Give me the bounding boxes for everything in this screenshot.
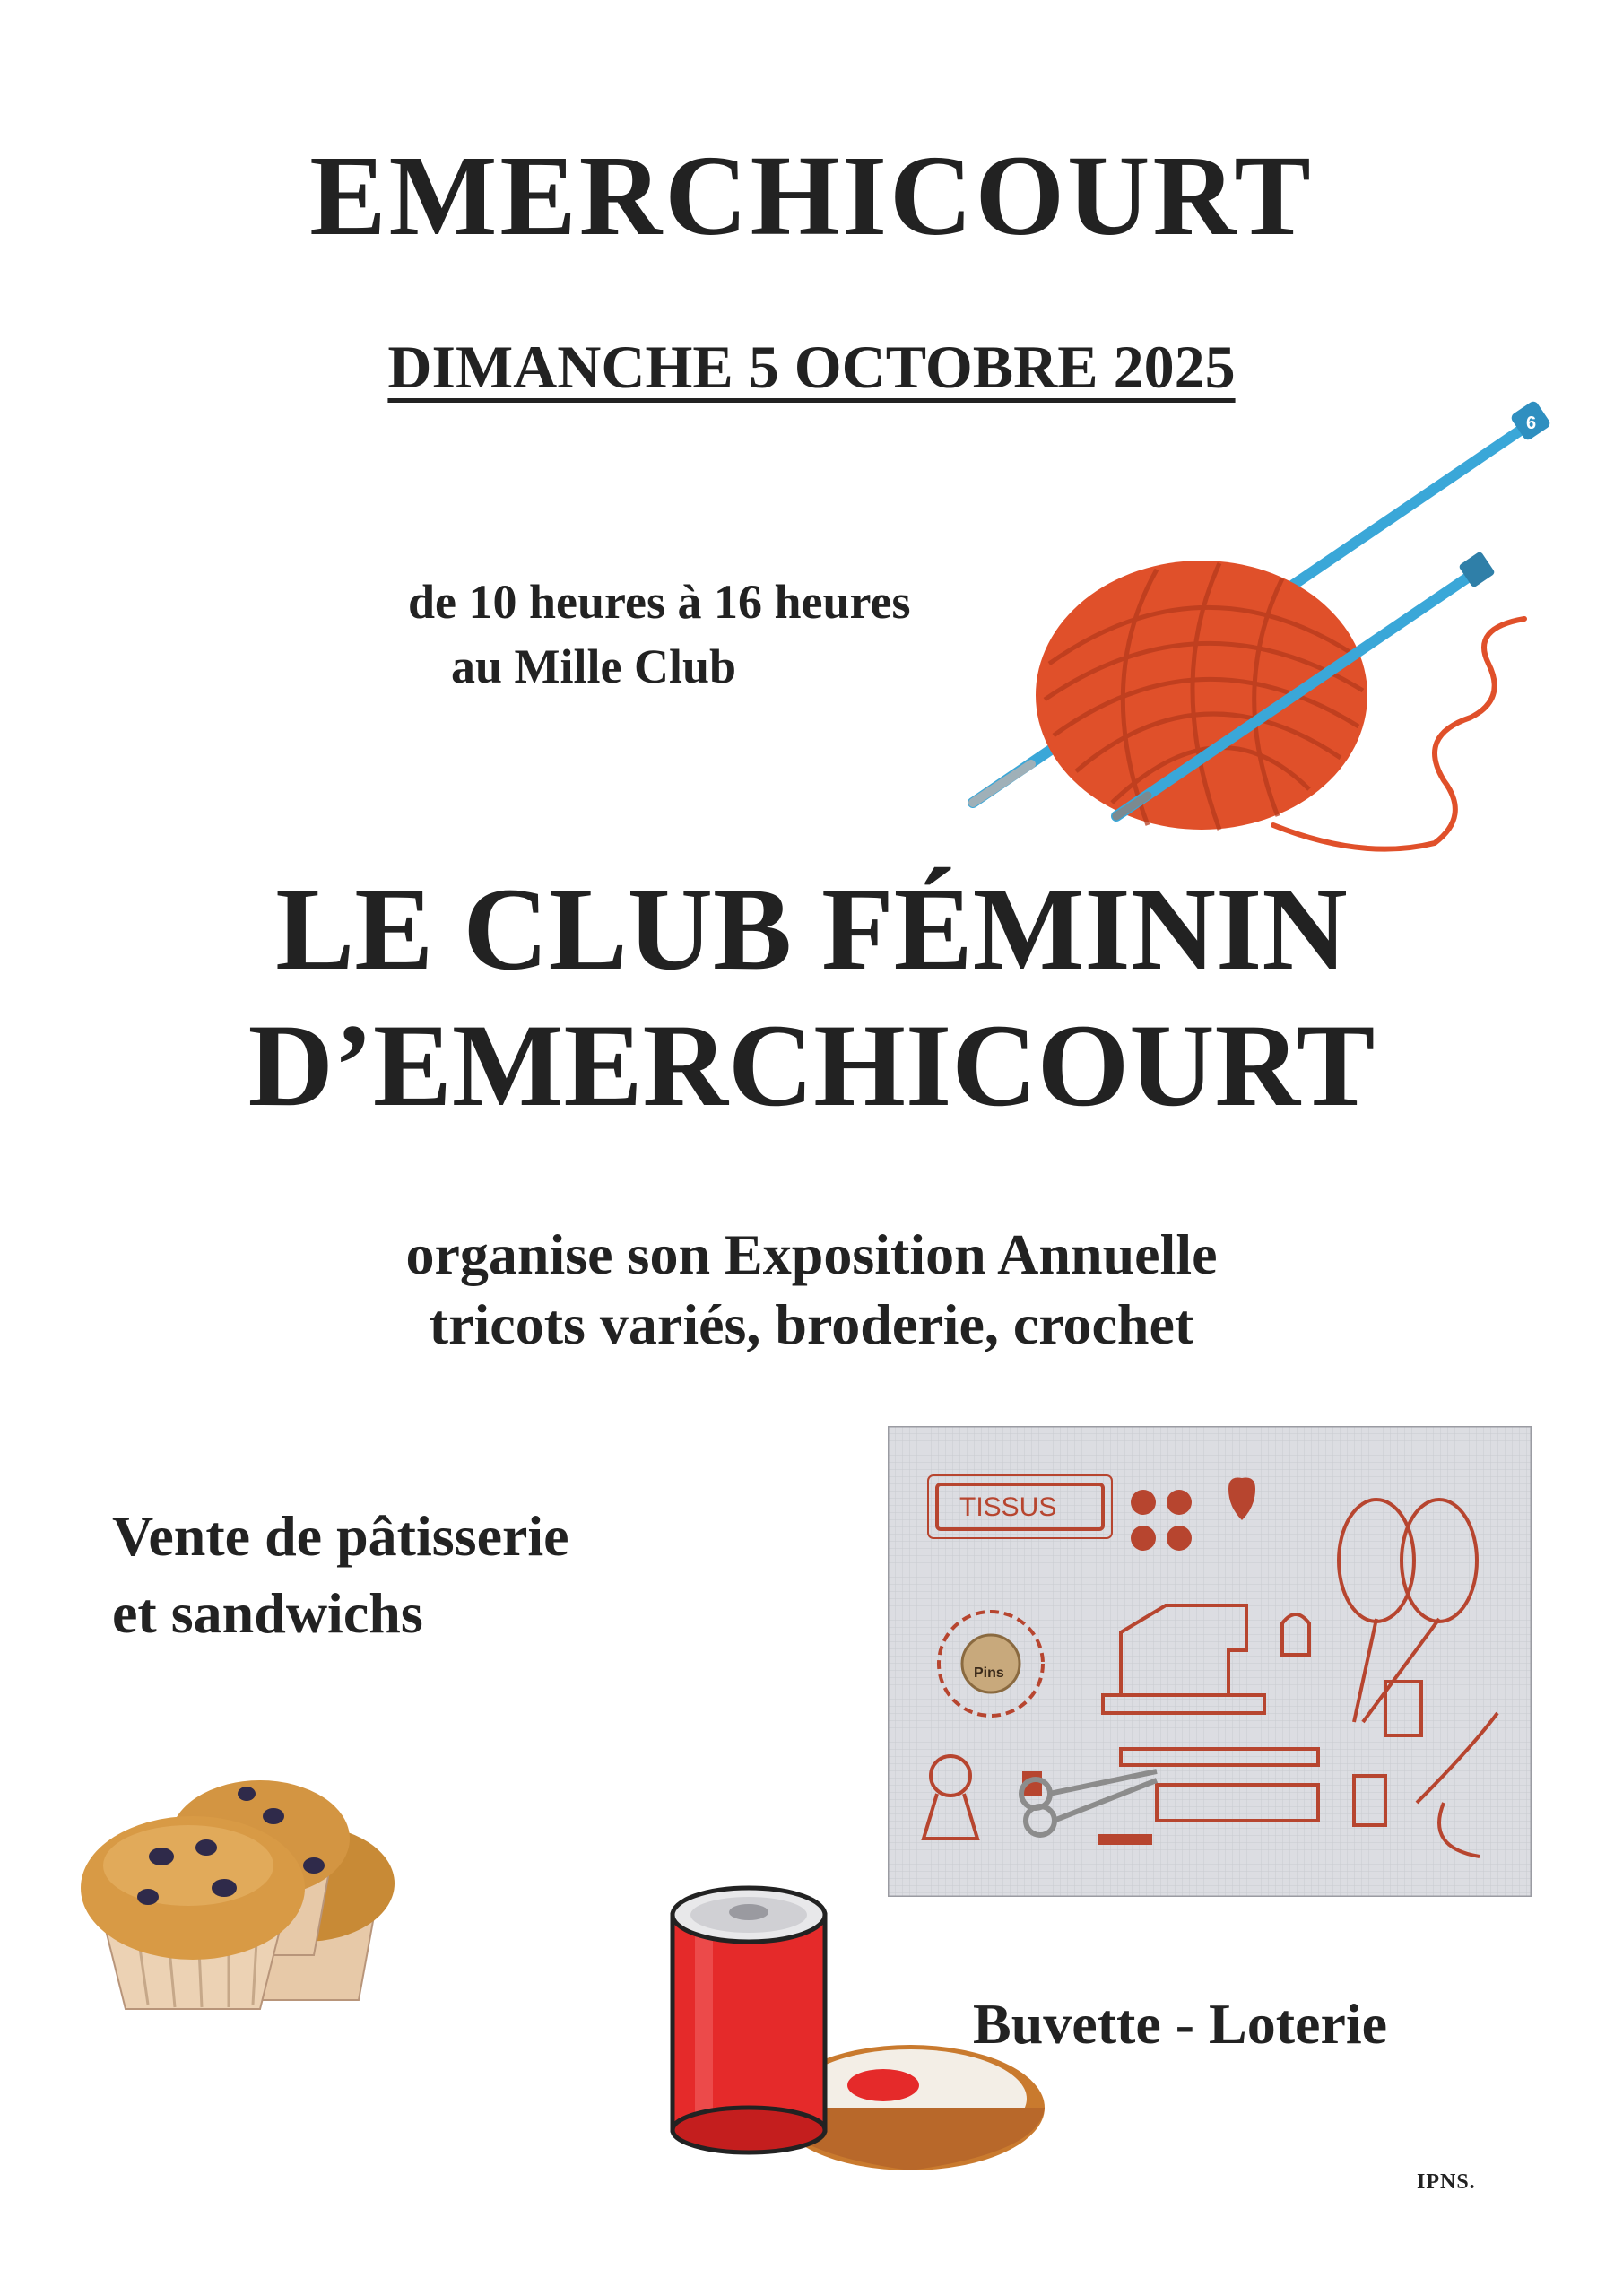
button-label: Pins [974,1665,1004,1681]
needle-size-label: 6 [1526,413,1537,433]
club-name [0,861,1623,1134]
footer-ipns: IPNS. [1417,2170,1476,2194]
exhibition-line: tricots variés, broderie, crochet [429,1292,1194,1356]
event-date: DIMANCHE 5 OCTOBRE 2025 [387,333,1236,401]
event-hours [408,570,911,699]
embroidery-label: TISSUS [959,1492,1057,1522]
exhibition-description [0,1220,1623,1360]
muffins-illustration [63,1731,404,2027]
food-sale-text [112,1498,569,1652]
exhibition-line: organise son Exposition Annuelle [405,1222,1218,1286]
venue-line: au Mille Club [451,639,737,693]
hours-line: de 10 heures à 16 heures [408,575,911,629]
sale-line: Vente de pâtisserie [112,1504,569,1568]
club-name-line: LE CLUB FÉMININ [275,863,1348,995]
town-title: EMERCHICOURT [309,132,1314,259]
club-name-line: D’EMERCHICOURT [247,999,1376,1131]
refreshments-text: Buvette - Loterie [973,1992,1388,2056]
embroidery-photo [888,1426,1532,1897]
yarn-ball-illustration [933,395,1560,879]
sale-line: et sandwichs [112,1581,423,1645]
